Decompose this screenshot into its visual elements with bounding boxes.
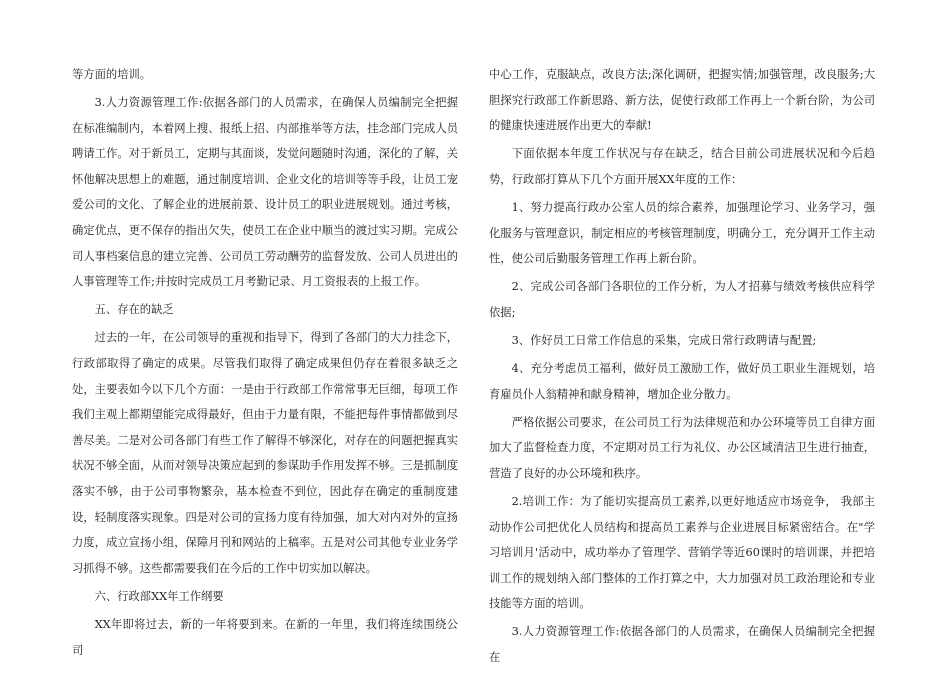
right-column (489, 62, 875, 673)
paragraph: 3.人力资源管理工作:依据各部门的人员需求，在确保人员编制完全把握在 (489, 625, 875, 665)
paragraph: 2.培训工作：为了能切实提高员工素养,以更好地适应市场竞争， 我部主动协作公司把优化人员结构和提高员工素养与企业进展目标紧密结合。在"学习培训月'活动中，成功举办了管理学、营销学等近60课时的培训课，并把培训工作的规划纳入部门整体的工作打算之中，大力加强对员工政治理论和专业技能等方面的培训。 (489, 495, 875, 611)
left-column (72, 62, 458, 666)
section-heading: 六、行政部XX年工作纲要 (94, 589, 224, 603)
paragraph: 4、充分考虑员工福利，做好员工激励工作，做好员工职业生涯规划，培育雇员仆人翁精神和献身精神，增加企业分散力。 (489, 362, 875, 401)
paragraph: 3、作好员工日常工作信息的采集，完成日常行政聘请与配置; (511, 333, 817, 347)
paragraph: 过去的一年，在公司领导的重视和指导下，得到了各部门的大力挂念下，行政部取得了确定的成果。尽管我们取得了确定成果但仍存在着很多缺乏之处，主要表如今以下几个方面：一是由于行政部工作常常事无巨细，每项工作我们主观上都期望能完成得最好，但由于力量有限，不能把每件事情都做到尽善尽美。二是对公司各部门有些工作了解得不够深化，对存在的问题把握真实状况不够全面，从而对领导决策应起到的参谋助手作用发挥不够。三是抓制度落实不够，由于公司事物繁杂，基本检查不到位，因此存在确定的重制度建设，轻制度落实现象。四是对公司的宣扬力度有待加强，加大对内对外的宣扬力度，成立宣扬小组，保障月刊和网站的上稿率。五是对公司其他专业业务学习抓得不够。这些都需要我们在今后的工作中切实加以解决。 (72, 331, 458, 575)
paragraph: XX年即将过去，新的一年将要到来。在新的一年里，我们将连续围绕公司 (72, 617, 458, 657)
paragraph: 下面依据本年度工作状况与存在缺乏，结合目前公司进展状况和今后趋势，行政部打算从下几个方面开展XX年度的工作： (489, 147, 875, 186)
paragraph: 3.人力资源管理工作:依据各部门的人员需求，在确保人员编制完全把握在标准编制内，本着网上搜、报纸上招、内部推举等方法，挂念部门完成人员聘请工作。对于新员工，定期与其面谈，发觉问题随时沟通，深化的了解，关怀他解决思想上的难题，通过制度培训、企业文化的培训等等手段，让员工宠爱公司的文化、了解企业的进展前景、设计员工的职业进展规划。通过考核，确定优点，更不保存的指出欠失，使员工在企业中顺当的渡过实习期。完成公司人事档案信息的建立完善、公司员工劳动酬劳的监督发放、公司人员进出的人事管理等工作;并按时完成员工月考勤记录、月工资报表的上报工作。 (72, 96, 458, 289)
paragraph: 等方面的培训。 (72, 68, 152, 81)
paragraph: 中心工作，克服缺点，改良方法;深化调研，把握实情;加强管理，改良服务;大胆探究行政部工作新思路、新方法，促使行政部工作再上一个新台阶，为公司的健康快速进展作出更大的奉献! (489, 68, 875, 133)
paragraph: 严格依据公司要求，在公司员工行为法律规范和办公环境等员工自律方面加大了监督检查力度，不定期对员工行为礼仪、办公区域清洁卫生进行抽查，营造了良好的办公环境和秩序。 (489, 415, 875, 480)
paragraph: 1、努力提高行政办公室人员的综合素养，加强理论学习、业务学习，强化服务与管理意识，制定相应的考核管理制度，明确分工，充分调开工作主动性，使公司后勤服务管理工作再上新台阶。 (489, 200, 875, 266)
section-heading: 五、存在的缺乏 (94, 303, 174, 317)
paragraph: 2、完成公司各部门各职位的工作分析，为人才招募与绩效考核供应科学依据; (489, 280, 875, 319)
